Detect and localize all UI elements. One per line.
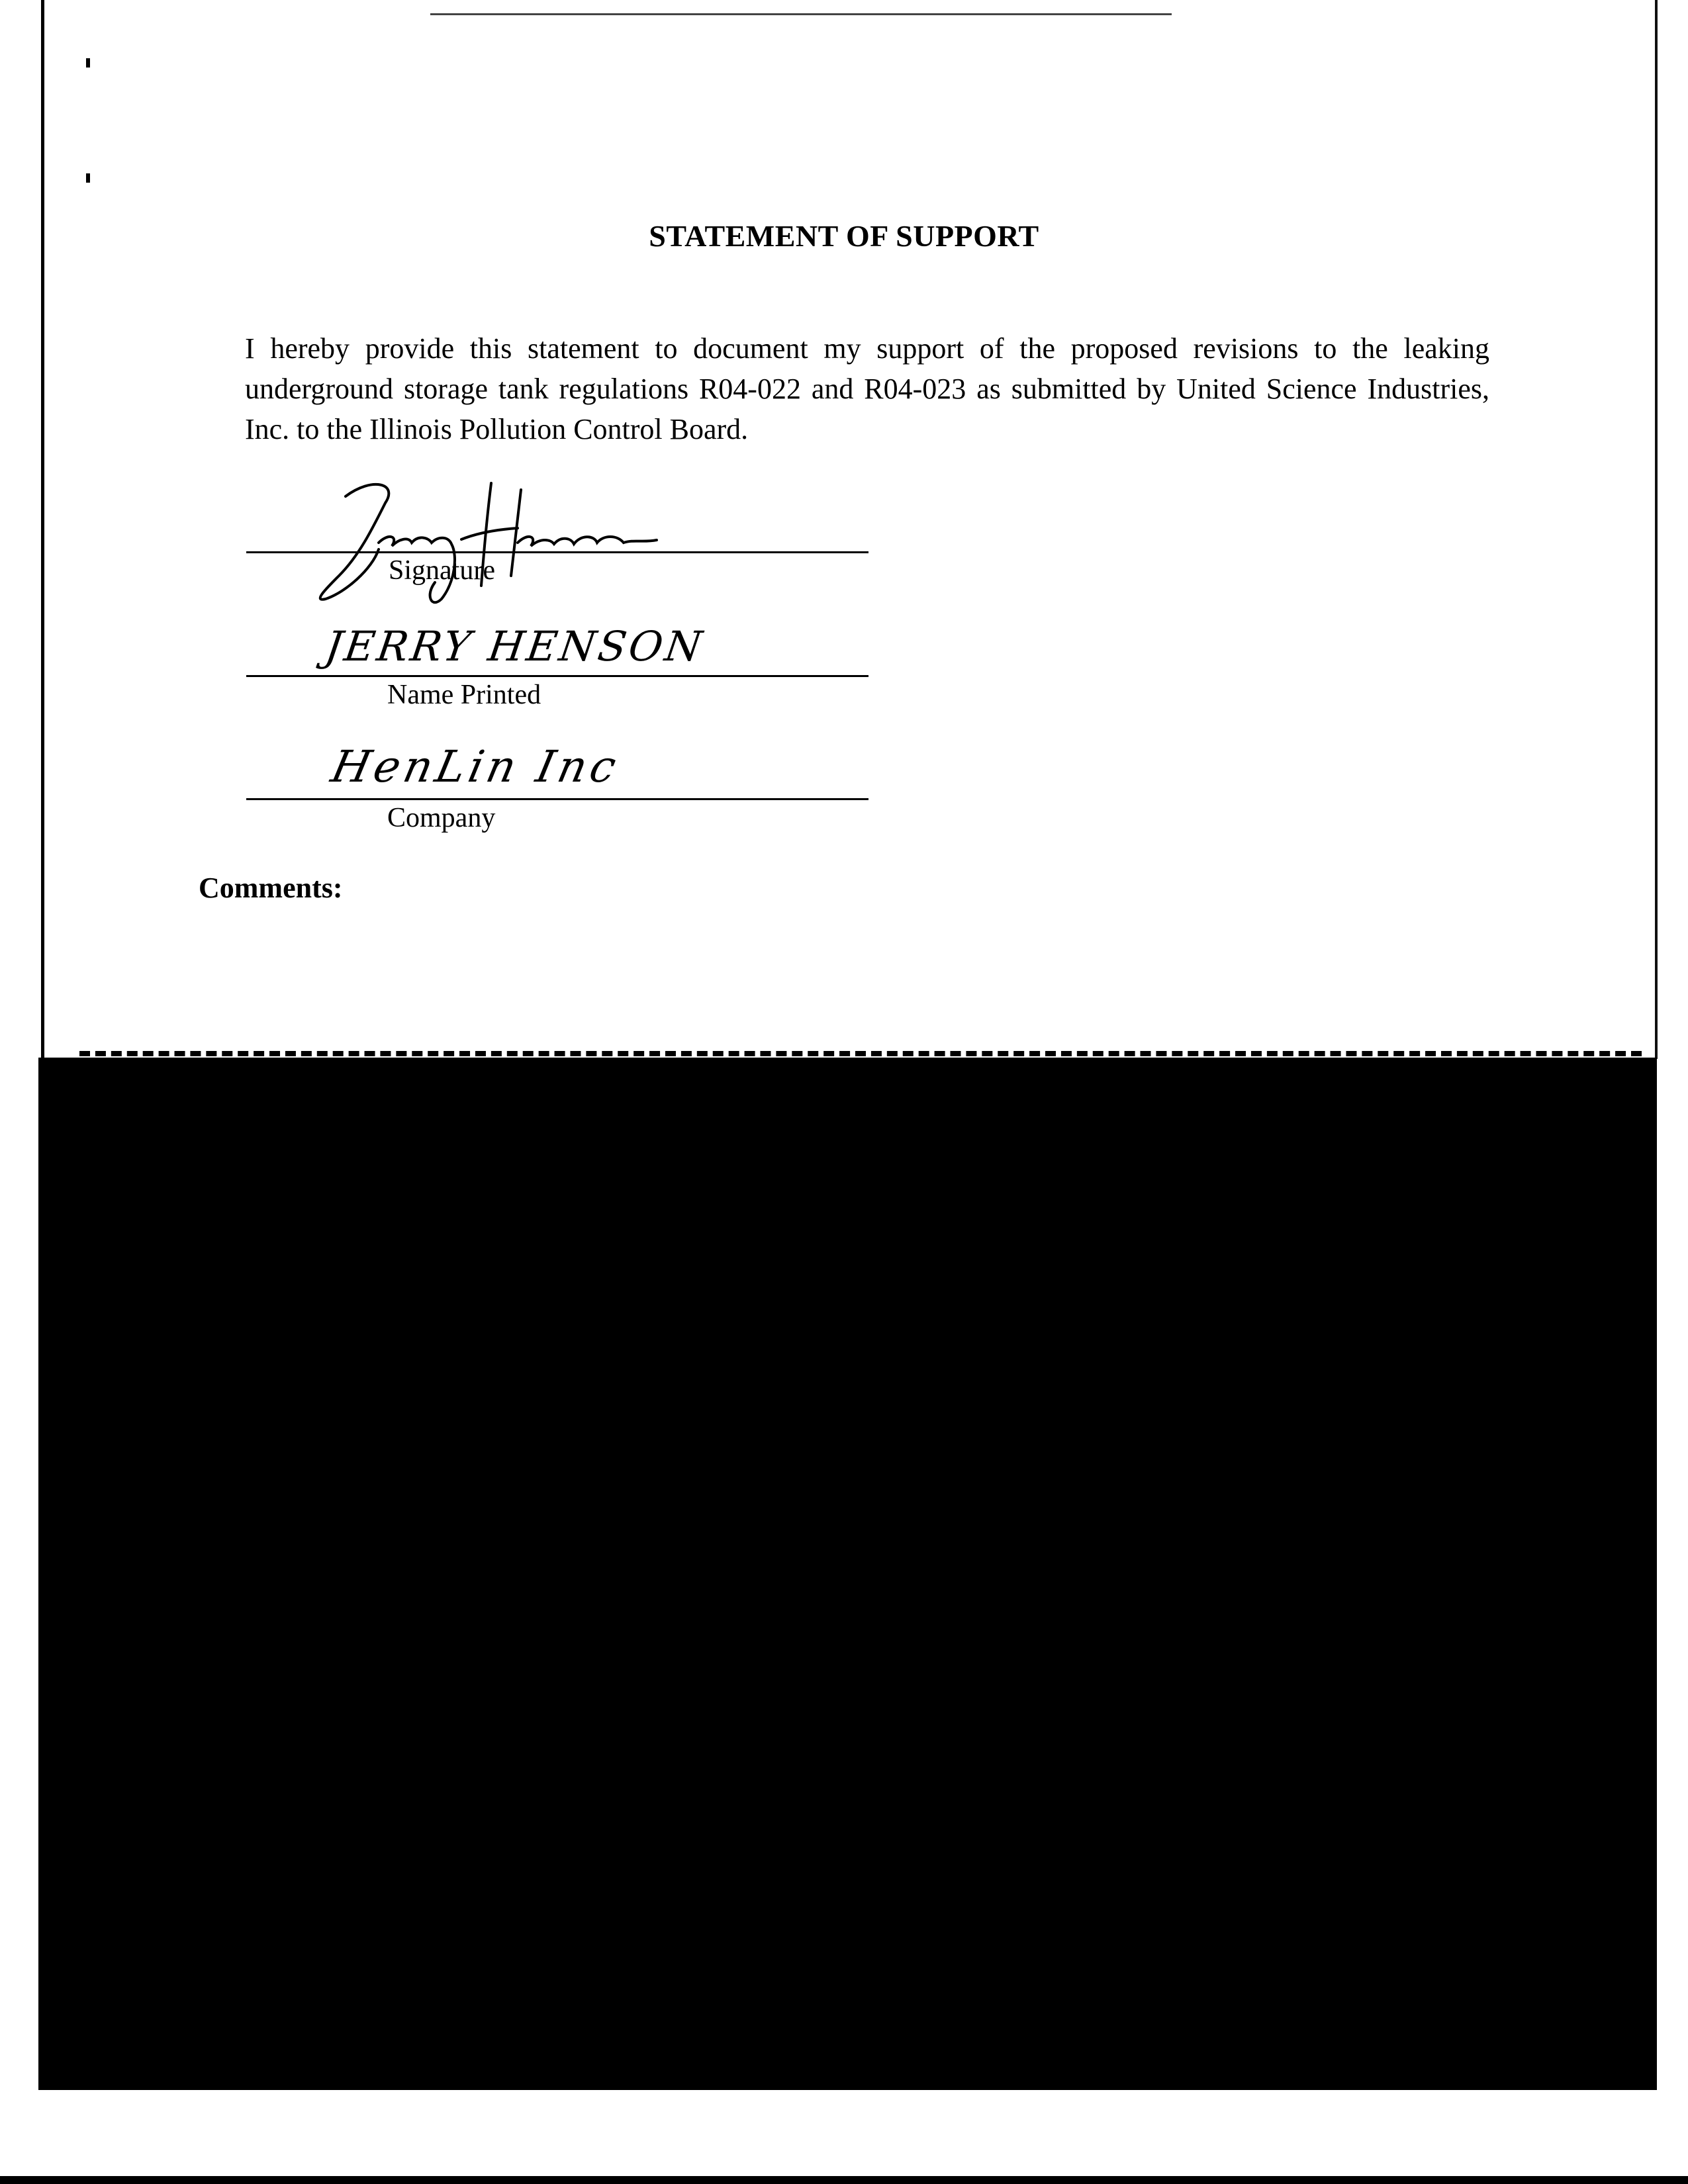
name-printed-line (246, 675, 868, 677)
comments-label: Comments: (199, 872, 343, 904)
signature-line (246, 551, 868, 553)
signature-caption: Signature (389, 555, 495, 586)
handwritten-signature (299, 467, 670, 609)
scan-left-edge (41, 0, 44, 1059)
scan-mark (86, 173, 90, 183)
scan-top-rule (430, 13, 1172, 15)
name-printed-block (246, 622, 868, 715)
scan-mark (86, 58, 90, 68)
scan-bottom-edge (0, 2176, 1688, 2184)
company-line (246, 798, 868, 800)
statement-paragraph: I hereby provide this statement to document my support of the proposed revisions to the leaking underground storage tank regulations R04-022 and R04-023 as submitted by United Science Industries, Inc. to the Illinois Pollution Control Board. (245, 332, 1489, 445)
document-title: STATEMENT OF SUPPORT (649, 219, 1039, 253)
signature-block (246, 467, 868, 609)
name-printed-caption: Name Printed (387, 680, 541, 710)
perforation-line (79, 1051, 1642, 1056)
handwritten-company: HenLin Inc (326, 741, 625, 792)
signature-text: Jerry Henson (299, 467, 371, 479)
scan-right-edge (1655, 0, 1658, 1059)
handwritten-name: JERRY HENSON (322, 622, 708, 670)
company-block (246, 741, 868, 841)
redacted-area (38, 1058, 1657, 2090)
company-caption: Company (387, 803, 496, 833)
